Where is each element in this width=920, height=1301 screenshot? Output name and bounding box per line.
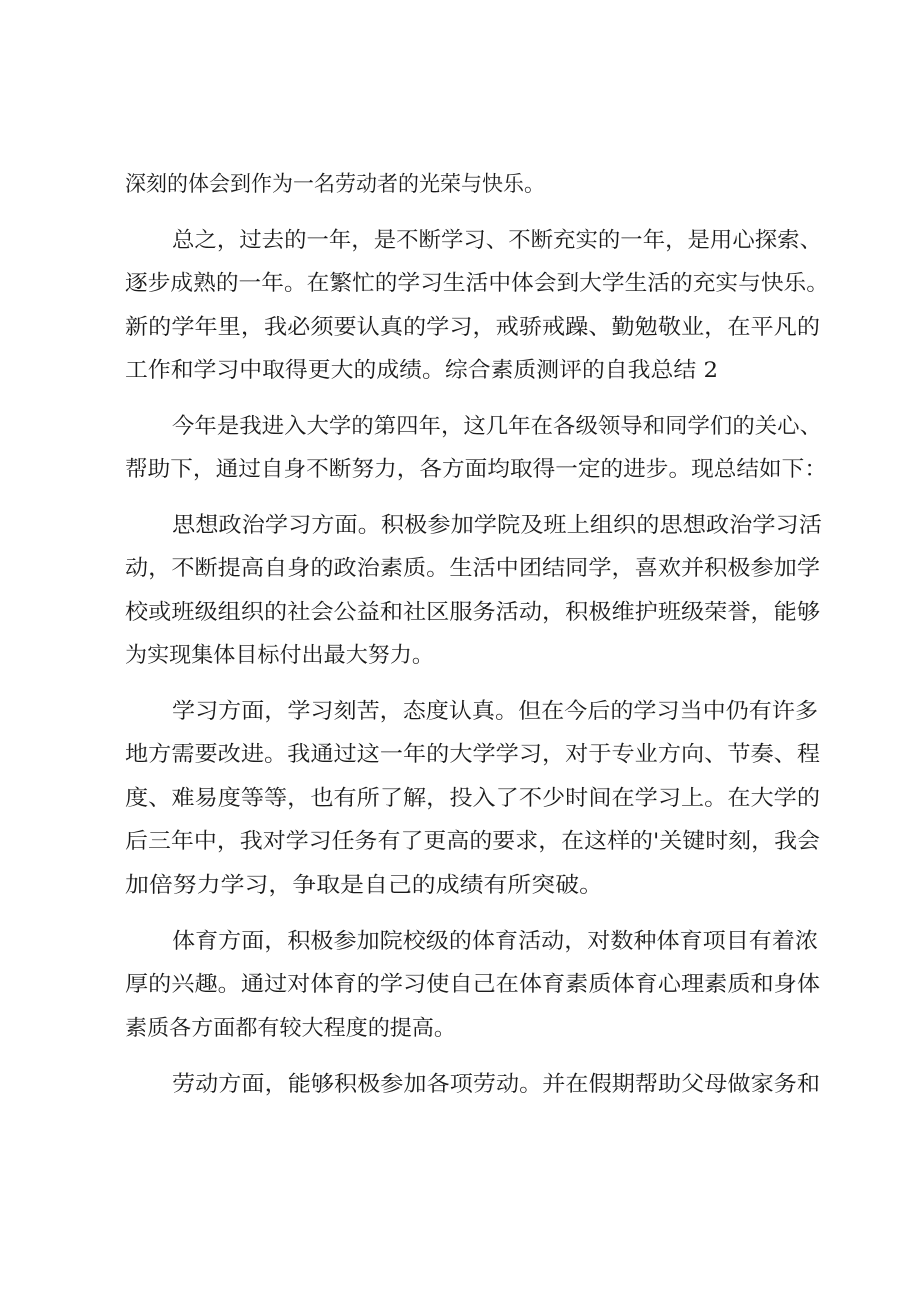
text-line-content: 总之，过去的一年，是不断学习、不断充实的一年，是用心探索、 bbox=[172, 228, 823, 253]
text-line bbox=[0, 511, 920, 541]
text-line-content: 地方需要改进。我通过这一年的大学学习，对于专业方向、节奏、程 bbox=[125, 742, 821, 767]
text-line-content: 逐步成熟的一年。在繁忙的学习生活中体会到大学生活的充实与快乐。 bbox=[125, 271, 829, 296]
text-line-content: 素质各方面都有较大程度的提高。 bbox=[125, 1016, 456, 1041]
text-line-content: 今年是我进入大学的第四年，这几年在各级领导和同学们的关心、 bbox=[172, 414, 823, 439]
text-line-content: 动，不断提高自身的政治素质。生活中团结同学，喜欢并积极参加学 bbox=[125, 556, 821, 581]
text-line-content: 帮助下，通过自身不断努力，各方面均取得一定的进步。现总结如下： bbox=[125, 457, 827, 482]
text-line-content: 学习方面，学习刻苦，态度认真。但在今后的学习当中仍有许多 bbox=[172, 699, 819, 724]
text-line bbox=[0, 970, 920, 1000]
text-line bbox=[0, 827, 920, 857]
text-line bbox=[0, 784, 920, 814]
text-line-content: 度、难易度等等，也有所了解，投入了不少时间在学习上。在大学的 bbox=[125, 786, 821, 811]
text-line-content: 为实现集体目标付出最大努力。 bbox=[125, 643, 434, 668]
text-line bbox=[0, 1014, 920, 1044]
text-line bbox=[0, 412, 920, 442]
text-line bbox=[0, 697, 920, 727]
text-line bbox=[0, 927, 920, 957]
text-line bbox=[0, 554, 920, 584]
text-line-content: 新的学年里，我必须要认真的学习，戒骄戒躁、勤勉敬业，在平凡的 bbox=[125, 315, 821, 340]
text-line bbox=[0, 598, 920, 628]
text-line bbox=[0, 1070, 920, 1100]
text-line-content: 后三年中，我对学习任务有了更高的要求，在这样的'关键时刻，我会 bbox=[125, 829, 820, 854]
text-line bbox=[0, 455, 920, 485]
text-line bbox=[0, 356, 920, 386]
text-line-content: 校或班级组织的社会公益和社区服务活动，积极维护班级荣誉，能够 bbox=[125, 600, 821, 625]
text-line bbox=[0, 740, 920, 770]
text-line bbox=[0, 871, 920, 901]
text-line-content: 深刻的体会到作为一名劳动者的光荣与快乐。 bbox=[125, 172, 545, 197]
text-line bbox=[0, 641, 920, 671]
text-line bbox=[0, 313, 920, 343]
text-line-content: 厚的兴趣。通过对体育的学习使自己在体育素质体育心理素质和身体 bbox=[125, 972, 821, 997]
text-line-content: 加倍努力学习，争取是自己的成绩有所突破。 bbox=[125, 873, 604, 898]
text-line-content: 思想政治学习方面。积极参加学院及班上组织的思想政治学习活 bbox=[172, 513, 822, 538]
text-line bbox=[0, 269, 920, 299]
text-line-content: 体育方面，积极参加院校级的体育活动，对数种体育项目有着浓 bbox=[172, 929, 819, 954]
text-line-content: 工作和学习中取得更大的成绩。综合素质测评的自我总结 2 bbox=[125, 358, 719, 383]
text-line-content: 劳动方面，能够积极参加各项劳动。并在假期帮助父母做家务和 bbox=[172, 1072, 821, 1097]
text-line bbox=[0, 170, 920, 200]
text-line bbox=[0, 226, 920, 256]
